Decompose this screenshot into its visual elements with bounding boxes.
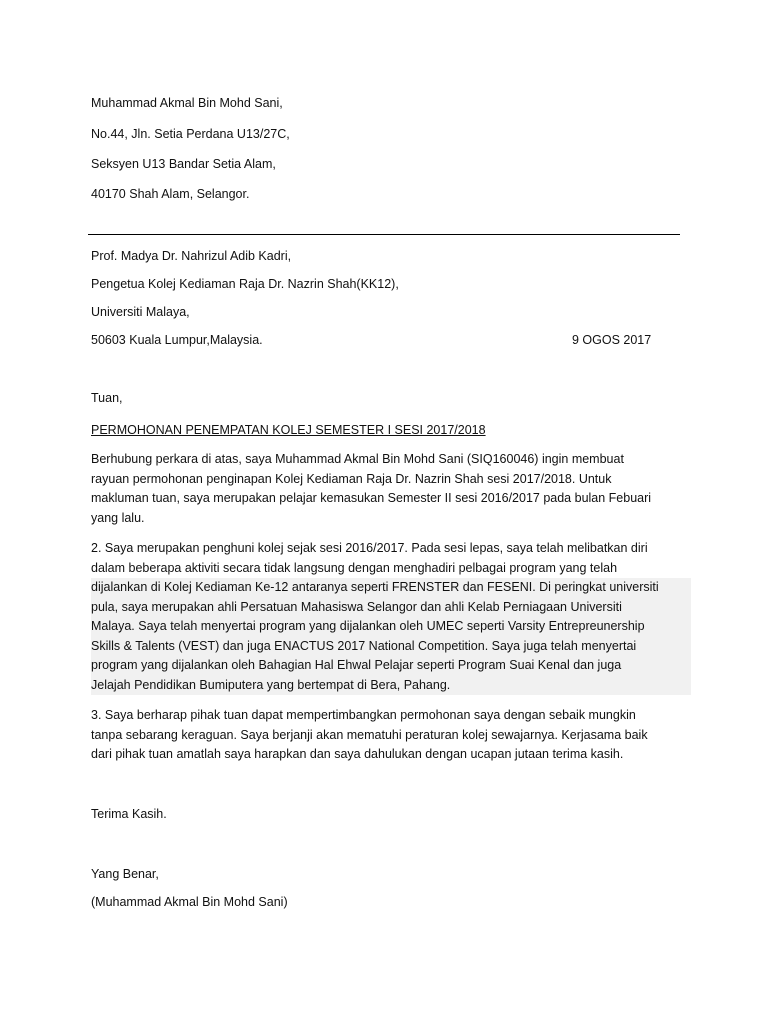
recipient-address: 50603 Kuala Lumpur,Malaysia.	[91, 333, 263, 347]
subject-line: PERMOHONAN PENEMPATAN KOLEJ SEMESTER I SESI 2017/2018	[91, 423, 486, 437]
paragraph-line: tanpa sebarang keraguan. Saya berjanji akan mematuhi peraturan kolej sewajarnya. Kerjasama baik	[91, 727, 648, 742]
paragraph-line: Jelajah Pendidikan Bumiputera yang bertempat di Bera, Pahang.	[91, 676, 691, 696]
paragraph-line: Berhubung perkara di atas, saya Muhammad Akmal Bin Mohd Sani (SIQ160046) ingin membuat	[91, 452, 624, 466]
paragraph-line: 3. Saya berharap pihak tuan dapat mempertimbangkan permohonan saya dengan sebaik mungkin	[91, 708, 636, 722]
paragraph-3	[91, 706, 691, 765]
paragraph-line: rayuan permohonan penginapan Kolej Kediaman Raja Dr. Nazrin Shah sesi 2017/2018. Untuk	[91, 471, 612, 486]
paragraph-line: Skills & Talents (VEST) dan juga ENACTUS 2017 National Competition. Saya juga telah menyertai	[91, 637, 691, 657]
paragraph-line: yang lalu.	[91, 510, 145, 525]
paragraph-1	[91, 450, 691, 528]
paragraph-2	[91, 539, 691, 695]
paragraph-line: pula, saya merupakan ahli Persatuan Mahasiswa Selangor dan ahli Kelab Perniagaan Universiti	[91, 598, 691, 618]
divider-line	[88, 234, 680, 235]
signature-name: (Muhammad Akmal Bin Mohd Sani)	[91, 895, 288, 909]
sender-address-line-2: Seksyen U13 Bandar Setia Alam,	[91, 157, 276, 171]
paragraph-line: dari pihak tuan amatlah saya harapkan dan saya dahulukan dengan ucapan jutaan terima kasih.	[91, 747, 624, 761]
paragraph-line: dijalankan di Kolej Kediaman Ke-12 antaranya seperti FRENSTER dan FESENI. Di peringkat universiti	[91, 578, 691, 598]
paragraph-line: dalam beberapa aktiviti secara tidak langsung dengan menghadiri pelbagai program yang telah	[91, 560, 618, 575]
salutation: Tuan,	[91, 391, 123, 405]
sender-address-line-1: No.44, Jln. Setia Perdana U13/27C,	[91, 127, 290, 141]
signoff: Yang Benar,	[91, 867, 159, 881]
paragraph-line: 2. Saya merupakan penghuni kolej sejak sesi 2016/2017. Pada sesi lepas, saya telah melibatkan diri	[91, 541, 648, 555]
sender-address-line-3: 40170 Shah Alam, Selangor.	[91, 187, 250, 201]
paragraph-line: program yang dijalankan oleh Bahagian Hal Ehwal Pelajar seperti Program Suai Kenal dan juga	[91, 656, 691, 676]
letter-date: 9 OGOS 2017	[572, 333, 652, 347]
closing: Terima Kasih.	[91, 807, 167, 821]
sender-name: Muhammad Akmal Bin Mohd Sani,	[91, 96, 283, 110]
recipient-organization: Universiti Malaya,	[91, 305, 190, 319]
paragraph-line: makluman tuan, saya merupakan pelajar kemasukan Semester II sesi 2016/2017 pada bulan Febuari	[91, 491, 652, 505]
recipient-title: Pengetua Kolej Kediaman Raja Dr. Nazrin Shah(KK12),	[91, 277, 399, 291]
recipient-name: Prof. Madya Dr. Nahrizul Adib Kadri,	[91, 249, 292, 263]
paragraph-line: Malaya. Saya telah menyertai program yang dijalankan oleh UMEC seperti Varsity Entrepreunership	[91, 617, 691, 637]
